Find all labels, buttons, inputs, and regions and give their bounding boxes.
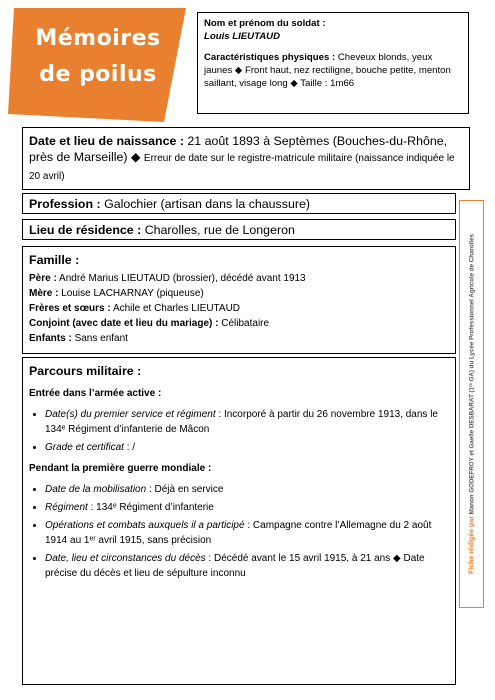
- item-label: Grade et certificat: [45, 442, 124, 453]
- item-label: Date de la mobilisation: [45, 484, 147, 495]
- birth-label: Date et lieu de naissance :: [29, 134, 184, 148]
- item-value: Incorporé à partir du 26 novembre 1913, dans le 134ᵉ Régiment d’infanterie de Mâcon: [45, 409, 438, 435]
- item-label: Opérations et combats auxquels il a participé: [45, 520, 245, 531]
- family-row-value: Achile et Charles LIEUTAUD: [112, 303, 241, 314]
- credit-part-1: Fiche rédigée par: [468, 516, 475, 575]
- credit-text: [468, 204, 475, 604]
- family-row-label: Père :: [29, 273, 57, 284]
- profession-box: [22, 193, 456, 214]
- logo: [8, 6, 188, 122]
- family-row: [29, 316, 449, 331]
- item-value: 134ᵉ Régiment d’infanterie: [96, 502, 214, 513]
- birth-note: Erreur de date sur le registre-matricule militaire (naissance indiquée le 20 avril): [29, 153, 455, 182]
- item-value: Campagne contre l’Allemagne du 2 août 1914 au 1ᵉʳ avril 1915, sans précision: [45, 520, 432, 546]
- family-row: [29, 331, 449, 346]
- logo-line-1: Mémoires: [35, 26, 161, 51]
- family-box: [22, 246, 456, 354]
- list-item: • Régiment : 134ᵉ Régiment d’infanterie: [45, 500, 449, 515]
- residence-value: Charolles, rue de Longeron: [144, 223, 295, 237]
- item-value: /: [132, 442, 136, 453]
- family-row: [29, 271, 449, 286]
- residence-label: Lieu de résidence :: [29, 223, 142, 237]
- item-label: Date(s) du premier service et régiment: [45, 409, 216, 420]
- profession-label: Profession :: [29, 197, 101, 211]
- item-label: Régiment: [45, 502, 88, 513]
- traits-label: Caractéristiques physiques :: [204, 52, 336, 63]
- entry-title: Entrée dans l’armée active :: [29, 388, 162, 399]
- profession-value: Galochier (artisan dans la chaussure): [104, 197, 310, 211]
- list-item: • Opérations et combats auxquels il a participé : Campagne contre l’Allemagne du 2 août 1914 au 1ᵉʳ avril 1915, sans précision: [45, 518, 449, 548]
- credit-part-2: Manon GODEFROY et Gaelle DESBARAT (1ʳᵉ GA) du Lycée Professionnel Agricole de Charolles: [468, 233, 475, 515]
- family-row-value: Célibataire: [221, 318, 270, 329]
- family-row: [29, 301, 449, 316]
- list-item: • Date(s) du premier service et régiment : Incorporé à partir du 26 novembre 1913, dans le 134ᵉ Régiment d’infanterie de Mâcon: [45, 407, 449, 437]
- military-title: Parcours militaire :: [29, 364, 142, 378]
- war-title: Pendant la première guerre mondiale :: [29, 463, 212, 474]
- family-row-value: Sans enfant: [74, 333, 128, 344]
- name-label: Nom et prénom du soldat :: [204, 18, 326, 29]
- credit-box: [459, 200, 484, 608]
- family-row: [29, 286, 449, 301]
- war-list: [29, 482, 449, 581]
- list-item: • Date, lieu et circonstances du décès : Décédé avant le 15 avril 1915, à 21 ans ◆ Date précise du décès et lieu de sépulture inconnu: [45, 551, 449, 581]
- traits-text: [204, 51, 462, 90]
- family-row-label: Enfants :: [29, 333, 72, 344]
- list-item: • Grade et certificat : /: [45, 440, 449, 455]
- soldier-name: Louis LIEUTAUD: [204, 31, 281, 42]
- traits-value: Cheveux blonds, yeux jaunes ◆ Front haut, nez rectiligne, bouche petite, menton saillant, visage long ◆ Taille : 1m66: [204, 52, 451, 89]
- item-value: Décédé avant le 15 avril 1915, à 21 ans ◆ Date précise du décès et lieu de sépulture inconnu: [45, 553, 425, 579]
- family-row-value: Louise LACHARNAY (piqueuse): [61, 288, 204, 299]
- logo-line-2: de poilus: [39, 62, 157, 87]
- birth-box: [22, 127, 470, 190]
- family-row-label: Conjoint (avec date et lieu du mariage) :: [29, 318, 219, 329]
- residence-box: [22, 219, 456, 240]
- family-row-value: André Marius LIEUTAUD (brossier), décédé avant 1913: [59, 273, 306, 284]
- military-box: [22, 357, 456, 685]
- family-row-label: Mère :: [29, 288, 59, 299]
- soldier-box: [197, 12, 469, 114]
- family-row-label: Frères et sœurs :: [29, 303, 111, 314]
- family-title: Famille :: [29, 253, 80, 267]
- entry-list: [29, 407, 449, 455]
- item-label: Date, lieu et circonstances du décès: [45, 553, 206, 564]
- birth-value: 21 août 1893 à Septèmes (Bouches-du-Rhône, près de Marseille) ◆: [29, 134, 448, 164]
- item-value: Déjà en service: [154, 484, 224, 495]
- list-item: • Date de la mobilisation : Déjà en service: [45, 482, 449, 497]
